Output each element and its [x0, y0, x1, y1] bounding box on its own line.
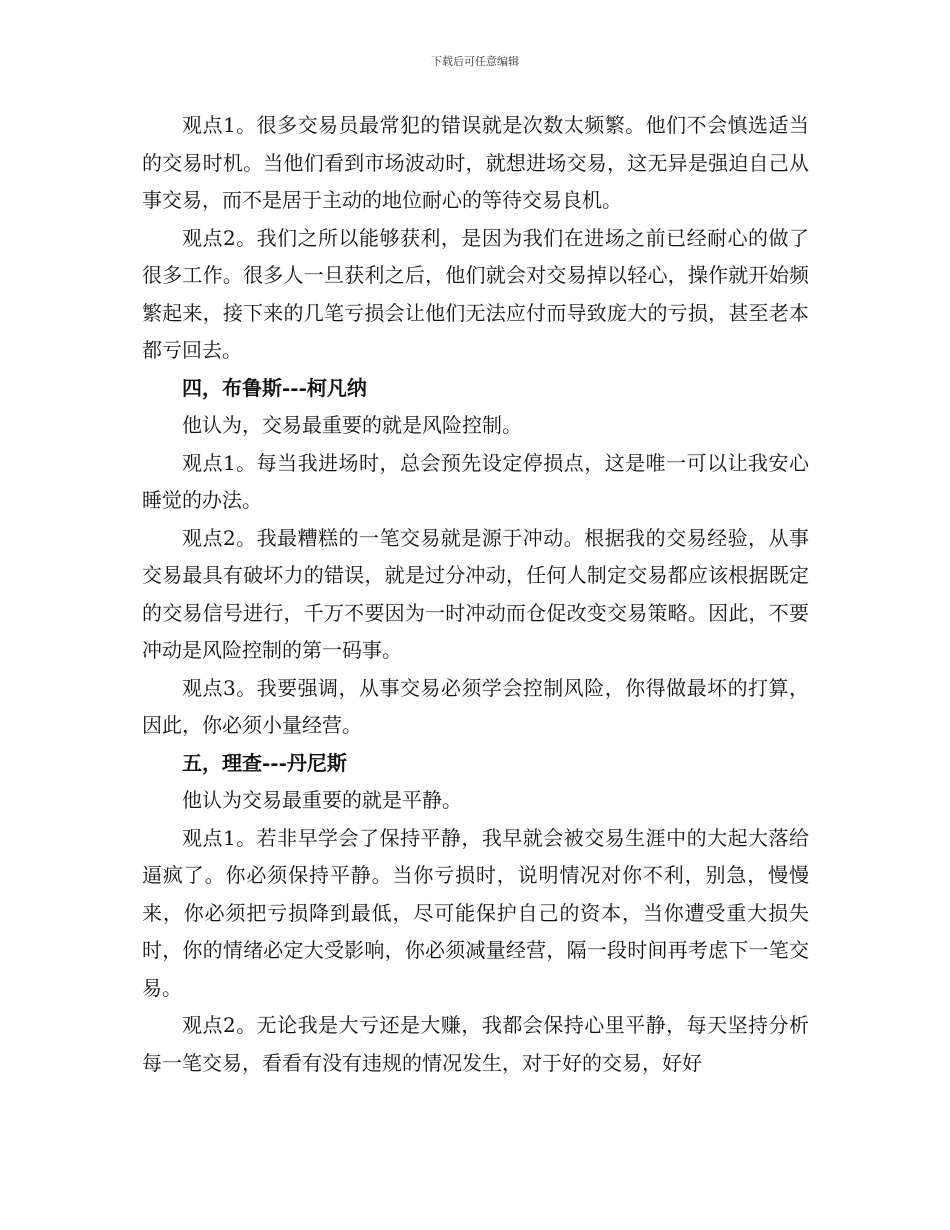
- paragraph: 观点1。每当我进场时，总会预先设定停损点，这是唯一可以让我安心睡觉的办法。: [142, 450, 809, 512]
- page-header: 下载后可任意编辑: [431, 55, 519, 68]
- paragraph: 他认为交易最重要的就是平静。: [182, 788, 462, 812]
- section-heading: 四，布鲁斯---柯凡纳: [182, 375, 367, 400]
- paragraph: 观点2。我最糟糕的一笔交易就是源于冲动。根据我的交易经验，从事交易最具有破坏力的错误，就是过分冲动，任何人制定交易都应该根据既定的交易信号进行，千万不要因为一时冲动而仓促改变交易策略。因此，不要冲动是风险控制的第一码事。: [142, 525, 809, 662]
- paragraph: 观点3。我要强调，从事交易必须学会控制风险，你得做最坏的打算，因此，你必须小量经营。: [142, 675, 809, 737]
- section-heading: 五，理查---丹尼斯: [182, 750, 347, 775]
- paragraph: 他认为，交易最重要的就是风险控制。: [182, 413, 522, 437]
- document-body: [142, 107, 809, 1082]
- paragraph: 观点2。无论我是大亏还是大赚，我都会保持心里平静，每天坚持分析每一笔交易，看看有没有违规的情况发生，对于好的交易，好好: [142, 1013, 809, 1075]
- paragraph: 观点2。我们之所以能够获利，是因为我们在进场之前已经耐心的做了很多工作。很多人一旦获利之后，他们就会对交易掉以轻心，操作就开始频繁起来，接下来的几笔亏损会让他们无法应付而导致庞大的亏损，甚至老本都亏回去。: [142, 225, 809, 362]
- paragraph: 观点1。若非早学会了保持平静，我早就会被交易生涯中的大起大落给逼疯了。你必须保持平静。当你亏损时，说明情况对你不利，别急，慢慢来，你必须把亏损降到最低，尽可能保护自己的资本，当你遭受重大损失时，你的情绪必定大受影响，你必须减量经营，隔一段时间再考虑下一笔交易。: [142, 825, 809, 1000]
- paragraph: 观点1。很多交易员最常犯的错误就是次数太频繁。他们不会慎选适当的交易时机。当他们看到市场波动时，就想进场交易，这无异是强迫自己从事交易，而不是居于主动的地位耐心的等待交易良机。: [142, 113, 809, 212]
